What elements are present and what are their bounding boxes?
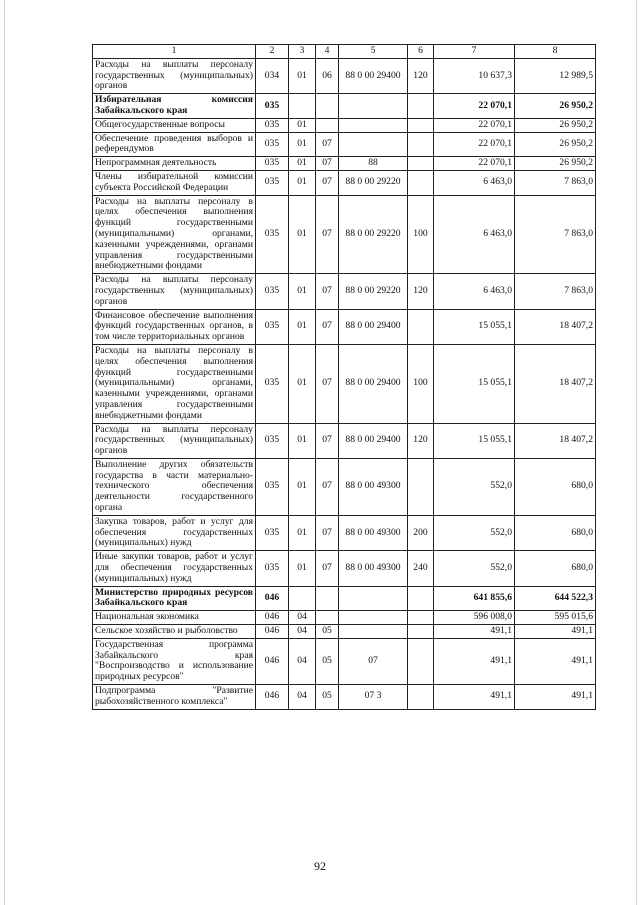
amount-year1-cell: 552,0: [434, 515, 515, 550]
expense-type-cell: [408, 157, 434, 171]
target-article-cell: 88 0 00 29220: [339, 274, 408, 309]
header-cell: 7: [434, 45, 515, 59]
row-name-cell: Избирательная комиссия Забайкальского края: [93, 94, 256, 119]
amount-year2-cell: 18 407,2: [515, 423, 596, 458]
amount-year2-cell: 7 863,0: [515, 274, 596, 309]
subsection-code-cell: 07: [316, 423, 339, 458]
ministry-code-cell: 035: [256, 423, 289, 458]
table-row: [93, 195, 596, 274]
subsection-code-cell: [316, 94, 339, 119]
target-article-cell: 88 0 00 29400: [339, 423, 408, 458]
table-row: [93, 274, 596, 309]
row-name-cell: Министерство природных ресурсов Забайкальского края: [93, 586, 256, 611]
section-code-cell: 04: [289, 685, 316, 710]
header-cell: 3: [289, 45, 316, 59]
amount-year2-cell: 680,0: [515, 551, 596, 586]
expense-type-cell: [408, 458, 434, 515]
table-row: [93, 638, 596, 684]
table-row: [93, 515, 596, 550]
expense-type-cell: [408, 132, 434, 157]
amount-year2-cell: 12 989,5: [515, 58, 596, 93]
ministry-code-cell: 035: [256, 195, 289, 274]
row-name-cell: Национальная экономика: [93, 611, 256, 625]
ministry-code-cell: 046: [256, 638, 289, 684]
subsection-code-cell: 07: [316, 157, 339, 171]
expense-type-cell: 200: [408, 515, 434, 550]
expense-type-cell: 120: [408, 423, 434, 458]
amount-year2-cell: 7 863,0: [515, 170, 596, 195]
target-article-cell: [339, 132, 408, 157]
amount-year2-cell: 680,0: [515, 458, 596, 515]
table-row: [93, 586, 596, 611]
ministry-code-cell: 035: [256, 274, 289, 309]
ministry-code-cell: 046: [256, 611, 289, 625]
section-code-cell: 04: [289, 625, 316, 639]
section-code-cell: [289, 94, 316, 119]
amount-year1-cell: 6 463,0: [434, 274, 515, 309]
section-code-cell: 01: [289, 274, 316, 309]
table-row: [93, 118, 596, 132]
amount-year2-cell: 680,0: [515, 515, 596, 550]
section-code-cell: 01: [289, 344, 316, 423]
subsection-code-cell: [316, 118, 339, 132]
section-code-cell: 01: [289, 118, 316, 132]
target-article-cell: 88 0 00 29400: [339, 344, 408, 423]
target-article-cell: [339, 625, 408, 639]
ministry-code-cell: 035: [256, 551, 289, 586]
subsection-code-cell: 05: [316, 625, 339, 639]
amount-year2-cell: 595 015,6: [515, 611, 596, 625]
table-row: [93, 94, 596, 119]
row-name-cell: Общегосударственные вопросы: [93, 118, 256, 132]
target-article-cell: 88 0 00 49300: [339, 551, 408, 586]
expense-type-cell: [408, 118, 434, 132]
section-code-cell: 01: [289, 170, 316, 195]
header-cell: 1: [93, 45, 256, 59]
amount-year2-cell: 7 863,0: [515, 195, 596, 274]
table-row: [93, 685, 596, 710]
target-article-cell: 88 0 00 29220: [339, 195, 408, 274]
amount-year2-cell: 26 950,2: [515, 132, 596, 157]
row-name-cell: Непрограммная деятельность: [93, 157, 256, 171]
subsection-code-cell: 07: [316, 195, 339, 274]
section-code-cell: 01: [289, 423, 316, 458]
table-row: [93, 157, 596, 171]
subsection-code-cell: 05: [316, 685, 339, 710]
section-code-cell: 01: [289, 551, 316, 586]
target-article-cell: 88 0 00 29400: [339, 58, 408, 93]
row-name-cell: Подпрограмма "Развитие рыбохозяйственного комплекса": [93, 685, 256, 710]
subsection-code-cell: 06: [316, 58, 339, 93]
ministry-code-cell: 046: [256, 685, 289, 710]
amount-year1-cell: 15 055,1: [434, 309, 515, 344]
subsection-code-cell: 07: [316, 132, 339, 157]
amount-year1-cell: 552,0: [434, 458, 515, 515]
header-cell: 6: [408, 45, 434, 59]
subsection-code-cell: 07: [316, 309, 339, 344]
target-article-cell: [339, 94, 408, 119]
subsection-code-cell: [316, 611, 339, 625]
row-name-cell: Расходы на выплаты персоналу в целях обеспечения выполнения функций государственными (муниципальными) органами, казенными учреждениями, органами управления государственными внебюджетными фондами: [93, 195, 256, 274]
expense-type-cell: 240: [408, 551, 434, 586]
row-name-cell: Члены избирательной комиссии субъекта Российской Федерации: [93, 170, 256, 195]
expense-type-cell: [408, 611, 434, 625]
row-name-cell: Сельское хозяйство и рыболовство: [93, 625, 256, 639]
amount-year1-cell: 491,1: [434, 685, 515, 710]
amount-year1-cell: 15 055,1: [434, 344, 515, 423]
subsection-code-cell: 07: [316, 551, 339, 586]
expense-type-cell: 100: [408, 344, 434, 423]
budget-table: [92, 44, 596, 710]
target-article-cell: 07 3: [339, 685, 408, 710]
amount-year2-cell: 18 407,2: [515, 309, 596, 344]
table-body: [93, 58, 596, 709]
amount-year1-cell: 22 070,1: [434, 94, 515, 119]
ministry-code-cell: 035: [256, 515, 289, 550]
amount-year2-cell: 491,1: [515, 638, 596, 684]
target-article-cell: 88 0 00 29220: [339, 170, 408, 195]
header-cell: 5: [339, 45, 408, 59]
table-row: [93, 611, 596, 625]
section-code-cell: 01: [289, 157, 316, 171]
ministry-code-cell: 046: [256, 625, 289, 639]
header-cell: 4: [316, 45, 339, 59]
amount-year2-cell: 491,1: [515, 625, 596, 639]
ministry-code-cell: 035: [256, 157, 289, 171]
ministry-code-cell: 046: [256, 586, 289, 611]
table-row: [93, 423, 596, 458]
section-code-cell: 01: [289, 309, 316, 344]
section-code-cell: [289, 586, 316, 611]
subsection-code-cell: 07: [316, 344, 339, 423]
row-name-cell: Расходы на выплаты персоналу государственных (муниципальных) органов: [93, 423, 256, 458]
section-code-cell: 04: [289, 638, 316, 684]
table-row: [93, 551, 596, 586]
subsection-code-cell: 07: [316, 274, 339, 309]
row-name-cell: Расходы на выплаты персоналу государственных (муниципальных) органов: [93, 58, 256, 93]
amount-year2-cell: 26 950,2: [515, 94, 596, 119]
section-code-cell: 01: [289, 195, 316, 274]
amount-year1-cell: 491,1: [434, 638, 515, 684]
table-row: [93, 458, 596, 515]
expense-type-cell: [408, 685, 434, 710]
subsection-code-cell: 07: [316, 170, 339, 195]
target-article-cell: [339, 611, 408, 625]
subsection-code-cell: 07: [316, 458, 339, 515]
ministry-code-cell: 035: [256, 94, 289, 119]
amount-year2-cell: 26 950,2: [515, 157, 596, 171]
row-name-cell: Обеспечение проведения выборов и референдумов: [93, 132, 256, 157]
amount-year1-cell: 491,1: [434, 625, 515, 639]
ministry-code-cell: 035: [256, 309, 289, 344]
subsection-code-cell: [316, 586, 339, 611]
expense-type-cell: 120: [408, 274, 434, 309]
amount-year1-cell: 22 070,1: [434, 132, 515, 157]
subsection-code-cell: 05: [316, 638, 339, 684]
page-number: 92: [314, 859, 326, 873]
table-row: [93, 344, 596, 423]
section-code-cell: 01: [289, 515, 316, 550]
ministry-code-cell: 035: [256, 344, 289, 423]
row-name-cell: Выполнение других обязательств государства в части материально-технического обеспечения деятельности государственного органа: [93, 458, 256, 515]
ministry-code-cell: 034: [256, 58, 289, 93]
scan-edge-left: [4, 0, 5, 905]
target-article-cell: 88 0 00 29400: [339, 309, 408, 344]
target-article-cell: 88 0 00 49300: [339, 458, 408, 515]
row-name-cell: Расходы на выплаты персоналу государственных (муниципальных) органов: [93, 274, 256, 309]
target-article-cell: 88 0 00 49300: [339, 515, 408, 550]
amount-year1-cell: 15 055,1: [434, 423, 515, 458]
table-row: [93, 625, 596, 639]
section-code-cell: 01: [289, 458, 316, 515]
row-name-cell: Финансовое обеспечение выполнения функций государственных органов, в том числе территориальных органов: [93, 309, 256, 344]
amount-year1-cell: 22 070,1: [434, 118, 515, 132]
target-article-cell: [339, 586, 408, 611]
table-row: [93, 309, 596, 344]
amount-year1-cell: 6 463,0: [434, 195, 515, 274]
ministry-code-cell: 035: [256, 132, 289, 157]
expense-type-cell: [408, 625, 434, 639]
row-name-cell: Закупка товаров, работ и услуг для обеспечения государственных (муниципальных) нужд: [93, 515, 256, 550]
row-name-cell: Государственная программа Забайкальского края "Воспроизводство и использование природных ресурсов": [93, 638, 256, 684]
header-cell: 2: [256, 45, 289, 59]
target-article-cell: 88: [339, 157, 408, 171]
target-article-cell: [339, 118, 408, 132]
target-article-cell: 07: [339, 638, 408, 684]
ministry-code-cell: 035: [256, 458, 289, 515]
row-name-cell: Расходы на выплаты персоналу в целях обеспечения выполнения функций государственными (муниципальными) органами, казенными учреждениями, органами управления государственными внебюджетными фондами: [93, 344, 256, 423]
section-code-cell: 01: [289, 132, 316, 157]
amount-year1-cell: 6 463,0: [434, 170, 515, 195]
table-row: [93, 58, 596, 93]
ministry-code-cell: 035: [256, 118, 289, 132]
scan-edge-right: [636, 0, 637, 905]
amount-year2-cell: 26 950,2: [515, 118, 596, 132]
header-cell: 8: [515, 45, 596, 59]
amount-year1-cell: 22 070,1: [434, 157, 515, 171]
expense-type-cell: [408, 94, 434, 119]
subsection-code-cell: 07: [316, 515, 339, 550]
ministry-code-cell: 035: [256, 170, 289, 195]
expense-type-cell: 120: [408, 58, 434, 93]
header-row: [93, 45, 596, 59]
expense-type-cell: [408, 586, 434, 611]
amount-year2-cell: 18 407,2: [515, 344, 596, 423]
amount-year1-cell: 10 637,3: [434, 58, 515, 93]
expense-type-cell: [408, 170, 434, 195]
table-row: [93, 170, 596, 195]
section-code-cell: 01: [289, 58, 316, 93]
row-name-cell: Иные закупки товаров, работ и услуг для обеспечения государственных (муниципальных) нужд: [93, 551, 256, 586]
table-row: [93, 132, 596, 157]
expense-type-cell: [408, 309, 434, 344]
expense-type-cell: 100: [408, 195, 434, 274]
amount-year1-cell: 641 855,6: [434, 586, 515, 611]
expense-type-cell: [408, 638, 434, 684]
amount-year2-cell: 644 522,3: [515, 586, 596, 611]
amount-year1-cell: 552,0: [434, 551, 515, 586]
amount-year1-cell: 596 008,0: [434, 611, 515, 625]
section-code-cell: 04: [289, 611, 316, 625]
amount-year2-cell: 491,1: [515, 685, 596, 710]
